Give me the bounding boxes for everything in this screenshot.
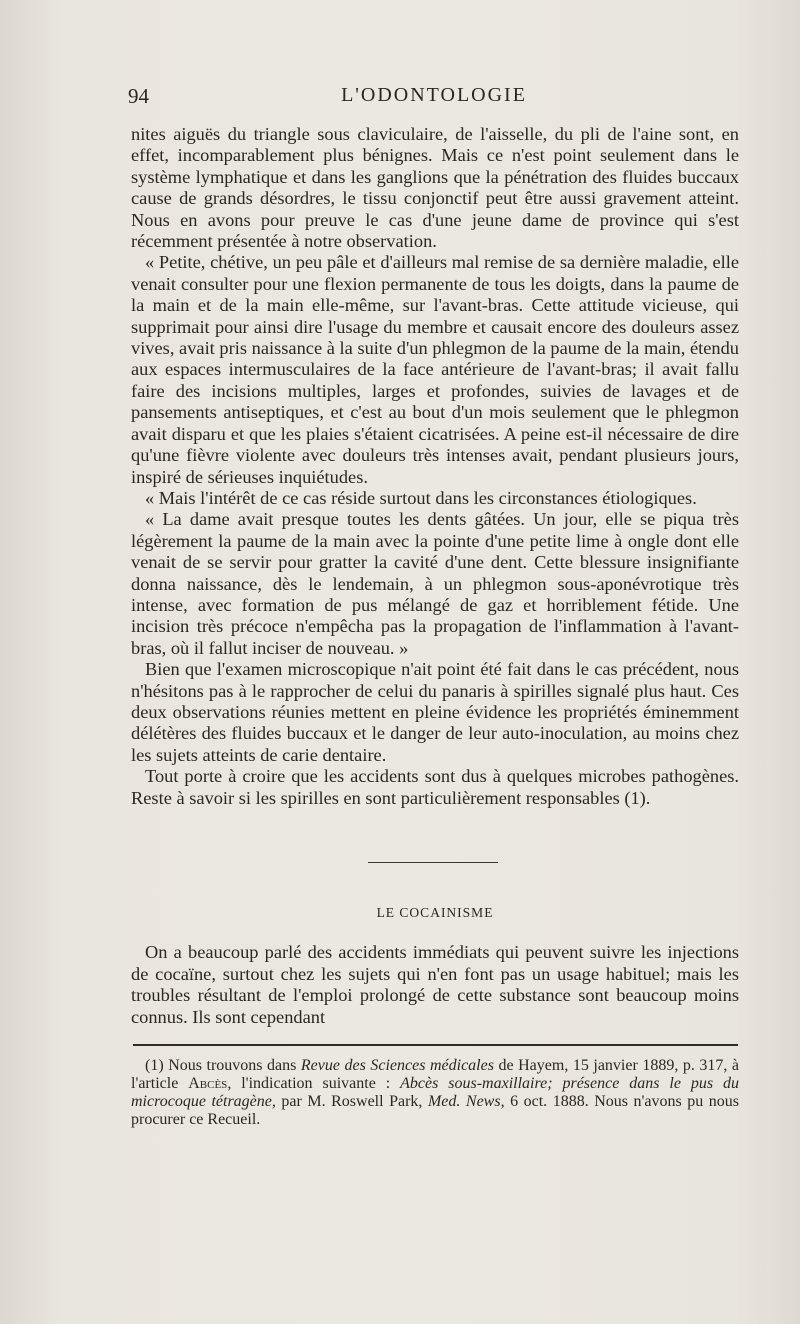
- footnote-text: Nous trouvons dans: [168, 1057, 297, 1074]
- footnote-text: 6 oct. 1888. Nous n'avons pu nous procurer ce Recueil.: [131, 1093, 740, 1128]
- paragraph: « Petite, chétive, un peu pâle et d'ailleurs mal remise de sa dernière maladie, elle venait consulter pour une flexion permanente de tous les doigts, dans la paume de la main et de la main elle-même, sur l'avant-bras. Cette attitude vicieuse, qui supprimait pour ainsi dire l'usage du membre et causait encore des douleurs assez vives, avait pris naissance à la suite d'un phlegmon de la paume de la main, étendu aux espaces intermusculaires de la face antérieure de l'avant-bras; il avait fallu faire des incisions multiples, larges et profondes, suivies de lavages et de pansements antiseptiques, et c'est au bout d'un mois seulement que le phlegmon avait disparu et que les plaies s'étaient cicatrisées. A peine est-il nécessaire de dire qu'une fièvre violente avec douleurs très intenses avait, pendant plusieurs jours, inspiré de sérieuses inquiétudes.: [131, 252, 739, 487]
- footnote-text: , l'indication suivante :: [227, 1075, 391, 1092]
- paragraph: On a beaucoup parlé des accidents immédiats qui peuvent suivre les injections de cocaïne, surtout chez les sujets qui n'en font pas un usage habituel; mais les troubles résultant de l'emploi prolongé de cette substance sont beaucoup moins connus. Ils sont cependant: [131, 942, 739, 1027]
- main-text: [131, 124, 739, 809]
- section-body: [131, 942, 739, 1028]
- quoted-title: Abcès sous-maxillaire; présence dans le pus du microcoque tétragène,: [131, 1075, 740, 1110]
- article-title: Abcès: [188, 1075, 228, 1092]
- footnote-text: de Hayem, 15 janvier 1889, p. 317, à l'article: [131, 1057, 740, 1092]
- source-title: Med. News,: [427, 1093, 505, 1110]
- footnote-rule: [133, 1044, 738, 1046]
- section-title: LE COCAINISME: [376, 905, 494, 920]
- paragraph: Bien que l'examen microscopique n'ait point été fait dans le cas précédent, nous n'hésitons pas à le rapprocher de celui du panaris à spirilles signalé plus haut. Ces deux observations réunies mettent en pleine évidence les propriétés éminemment délétères des fluides buccaux et le danger de leur auto-inoculation, au moins chez les sujets atteints de carie dentaire.: [131, 659, 739, 765]
- paragraph: nites aiguës du triangle sous claviculaire, de l'aisselle, du pli de l'aine sont, en effet, incomparablement plus bénignes. Mais ce n'est point seulement dans le système lymphatique et dans les ganglions que la pénétration des fluides buccaux cause de grands désordres, le tissu conjonctif peut être aussi gravement atteint. Nous en avons pour preuve le cas d'une jeune dame de province qui s'est récemment présentée à notre observation.: [131, 124, 739, 252]
- footnote-marker: (1): [145, 1057, 164, 1074]
- page-header: [128, 84, 740, 114]
- running-title: L'ODONTOLOGIE: [341, 84, 527, 106]
- footnote-text: par M. Roswell Park,: [281, 1093, 423, 1110]
- journal-title: Revue des Sciences médicales: [300, 1057, 494, 1074]
- footnote-paragraph: [131, 1057, 739, 1129]
- section-separator: [368, 862, 498, 863]
- footnote: [131, 1057, 739, 1129]
- paragraph: « Mais l'intérêt de ce cas réside surtout dans les circonstances étiologiques.: [145, 487, 697, 508]
- page-number: 94: [128, 84, 149, 108]
- paragraph: « La dame avait presque toutes les dents gâtées. Un jour, elle se piqua très légèrement la paume de la main avec la pointe d'une petite lime à ongle dont elle venait de se servir pour gratter la cavité d'une dent. Cette blessure insignifiante donna naissance, dès le lendemain, à un phlegmon sous-aponévrotique très intense, avec formation de pus mélangé de gaz et horriblement fétide. Une incision très précoce n'empêcha pas la propagation de l'inflammation à l'avant-bras, où il fallut inciser de nouveau. »: [131, 509, 739, 658]
- paragraph: Tout porte à croire que les accidents sont dus à quelques microbes pathogènes. Reste à savoir si les spirilles en sont particulièrement responsables (1).: [131, 766, 739, 808]
